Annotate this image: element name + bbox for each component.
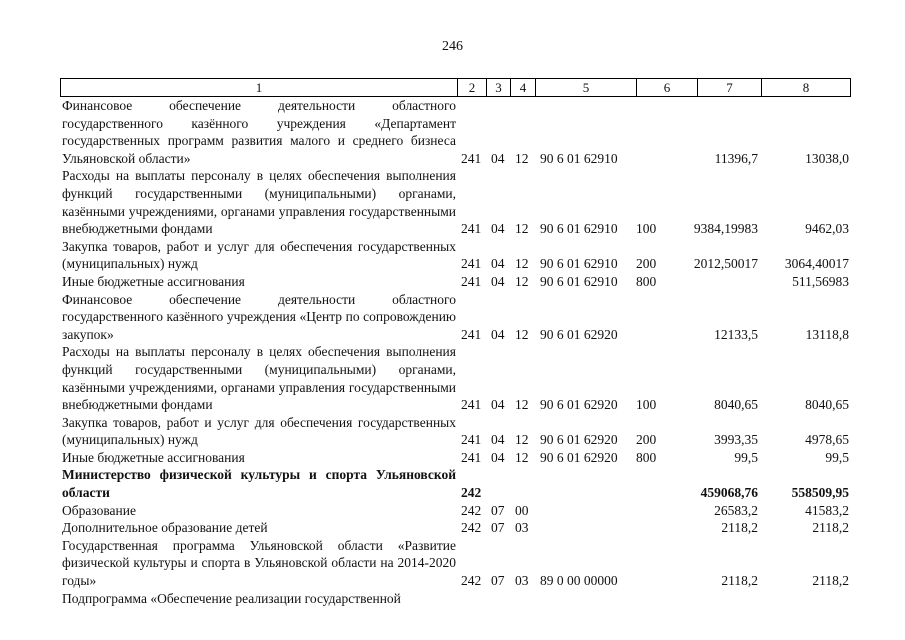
- row-cell-c4: 12: [515, 449, 529, 465]
- row-cell-c5: 90 6 01 62910: [540, 150, 618, 166]
- row-cell-c2: 241: [461, 397, 482, 413]
- row-cell-c5: 90 6 01 62910: [540, 273, 618, 289]
- row-cell-c7: 9384,19983: [693, 221, 758, 237]
- row-description: Образование: [62, 502, 136, 518]
- row-cell-c7: 2118,2: [721, 520, 758, 536]
- row-cell-c5: 90 6 01 62920: [540, 326, 618, 342]
- header-col-7: 7: [697, 79, 761, 96]
- row-cell-c6: 800: [636, 273, 657, 289]
- row-description: Министерство физической культуры и спорта Ульяновской области: [62, 467, 456, 501]
- row-cell-c5: 89 0 00 00000: [540, 573, 618, 589]
- row-cell-c8: 3064,40017: [784, 256, 849, 272]
- row-cell-c8: 4978,65: [805, 432, 849, 448]
- header-col-4: 4: [510, 79, 535, 96]
- row-description: Иные бюджетные ассигнования: [62, 449, 245, 465]
- row-cell-c7: 8040,65: [714, 397, 758, 413]
- row-cell-c5: 90 6 01 62920: [540, 397, 618, 413]
- row-cell-c8: 41583,2: [805, 502, 849, 518]
- row-cell-c3: 07: [491, 520, 505, 536]
- table-row: [0, 238, 905, 273]
- row-cell-c3: 04: [491, 150, 505, 166]
- row-cell-c8: 99,5: [825, 449, 849, 465]
- row-description: Расходы на выплаты персоналу в целях обеспечения выполнения функций государственными (муниципальными) органами, казёнными учреждениями, органами управления государственными внебюджетными фондами: [62, 344, 456, 413]
- table-header: [60, 78, 851, 97]
- row-cell-c6: 100: [636, 221, 657, 237]
- row-cell-c5: 90 6 01 62910: [540, 256, 618, 272]
- row-cell-c4: 12: [515, 221, 529, 237]
- row-description: Финансовое обеспечение деятельности областного государственного казённого учреждения «Центр по сопровождению закупок»: [62, 291, 456, 342]
- row-cell-c7: 99,5: [734, 449, 758, 465]
- row-cell-c4: 03: [515, 573, 529, 589]
- table-row: [0, 519, 905, 537]
- row-cell-c6: 200: [636, 432, 657, 448]
- table-row: [0, 414, 905, 449]
- row-cell-c3: 04: [491, 221, 505, 237]
- row-description: Подпрограмма «Обеспечение реализации государственной: [62, 590, 401, 606]
- row-cell-c8: 13118,8: [805, 326, 849, 342]
- table-row: [0, 291, 905, 344]
- row-cell-c8: 13038,0: [805, 150, 849, 166]
- row-cell-c6: 800: [636, 449, 657, 465]
- row-cell-c6: 100: [636, 397, 657, 413]
- header-col-6: 6: [636, 79, 697, 96]
- row-cell-c3: 07: [491, 573, 505, 589]
- row-cell-c4: 12: [515, 432, 529, 448]
- table-row: [0, 590, 905, 608]
- table-row: [0, 167, 905, 237]
- row-cell-c4: 12: [515, 326, 529, 342]
- row-cell-c2: 241: [461, 221, 482, 237]
- row-cell-c5: 90 6 01 62920: [540, 432, 618, 448]
- row-cell-c8: 511,56983: [792, 273, 849, 289]
- row-cell-c2: 242: [461, 485, 482, 501]
- row-cell-c8: 558509,95: [791, 485, 849, 501]
- row-cell-c6: 200: [636, 256, 657, 272]
- page-number: 246: [442, 39, 463, 54]
- row-cell-c7: 26583,2: [714, 502, 758, 518]
- row-cell-c4: 03: [515, 520, 529, 536]
- row-cell-c4: 00: [515, 502, 529, 518]
- table-row: [0, 537, 905, 590]
- row-cell-c4: 12: [515, 150, 529, 166]
- row-cell-c7: 3993,35: [714, 432, 758, 448]
- row-cell-c2: 242: [461, 520, 482, 536]
- row-cell-c3: 07: [491, 502, 505, 518]
- row-cell-c4: 12: [515, 273, 529, 289]
- row-cell-c2: 242: [461, 502, 482, 518]
- row-description: Государственная программа Ульяновской области «Развитие физической культуры и спорта в Ульяновской области на 2014-2020 годы»: [62, 537, 456, 589]
- row-cell-c2: 241: [461, 273, 482, 289]
- budget-table-body: [0, 97, 905, 607]
- row-description: Закупка товаров, работ и услуг для обеспечения государственных (муниципальных) нужд: [62, 414, 456, 448]
- row-cell-c2: 241: [461, 432, 482, 448]
- row-description: Дополнительное образование детей: [62, 520, 268, 536]
- row-cell-c5: 90 6 01 62910: [540, 221, 618, 237]
- row-cell-c3: 04: [491, 273, 505, 289]
- row-description: Расходы на выплаты персоналу в целях обеспечения выполнения функций государственными (муниципальными) органами, казёнными учреждениями, органами управления государственными внебюджетными фондами: [62, 168, 456, 237]
- table-row: [0, 466, 905, 501]
- table-row: [0, 273, 905, 291]
- header-col-2: 2: [457, 79, 486, 96]
- row-cell-c8: 2118,2: [812, 520, 849, 536]
- header-col-5: 5: [535, 79, 636, 96]
- table-row: [0, 343, 905, 413]
- row-cell-c8: 9462,03: [805, 221, 849, 237]
- row-cell-c5: 90 6 01 62920: [540, 449, 618, 465]
- header-col-8: 8: [761, 79, 850, 96]
- table-row: [0, 502, 905, 520]
- row-cell-c2: 241: [461, 449, 482, 465]
- row-cell-c2: 242: [461, 573, 482, 589]
- row-cell-c7: 2012,50017: [693, 256, 758, 272]
- row-cell-c3: 04: [491, 449, 505, 465]
- row-cell-c3: 04: [491, 256, 505, 272]
- header-col-3: 3: [486, 79, 510, 96]
- table-row: [0, 97, 905, 167]
- row-cell-c4: 12: [515, 397, 529, 413]
- row-cell-c8: 2118,2: [812, 573, 849, 589]
- row-cell-c3: 04: [491, 326, 505, 342]
- table-row: [0, 449, 905, 467]
- row-cell-c2: 241: [461, 150, 482, 166]
- row-description: Иные бюджетные ассигнования: [62, 273, 245, 289]
- row-cell-c7: 2118,2: [721, 573, 758, 589]
- row-cell-c7: 12133,5: [714, 326, 758, 342]
- row-cell-c4: 12: [515, 256, 529, 272]
- row-description: Финансовое обеспечение деятельности областного государственного казённого учреждения «Департамент государственных программ развития малого и среднего бизнеса Ульяновской области»: [62, 98, 456, 166]
- row-cell-c2: 241: [461, 256, 482, 272]
- row-description: Закупка товаров, работ и услуг для обеспечения государственных (муниципальных) нужд: [62, 238, 456, 272]
- row-cell-c7: 11396,7: [714, 150, 758, 166]
- row-cell-c7: 459068,76: [700, 485, 758, 501]
- row-cell-c3: 04: [491, 397, 505, 413]
- row-cell-c3: 04: [491, 432, 505, 448]
- row-cell-c2: 241: [461, 326, 482, 342]
- header-col-1: 1: [255, 80, 263, 95]
- row-cell-c8: 8040,65: [805, 397, 849, 413]
